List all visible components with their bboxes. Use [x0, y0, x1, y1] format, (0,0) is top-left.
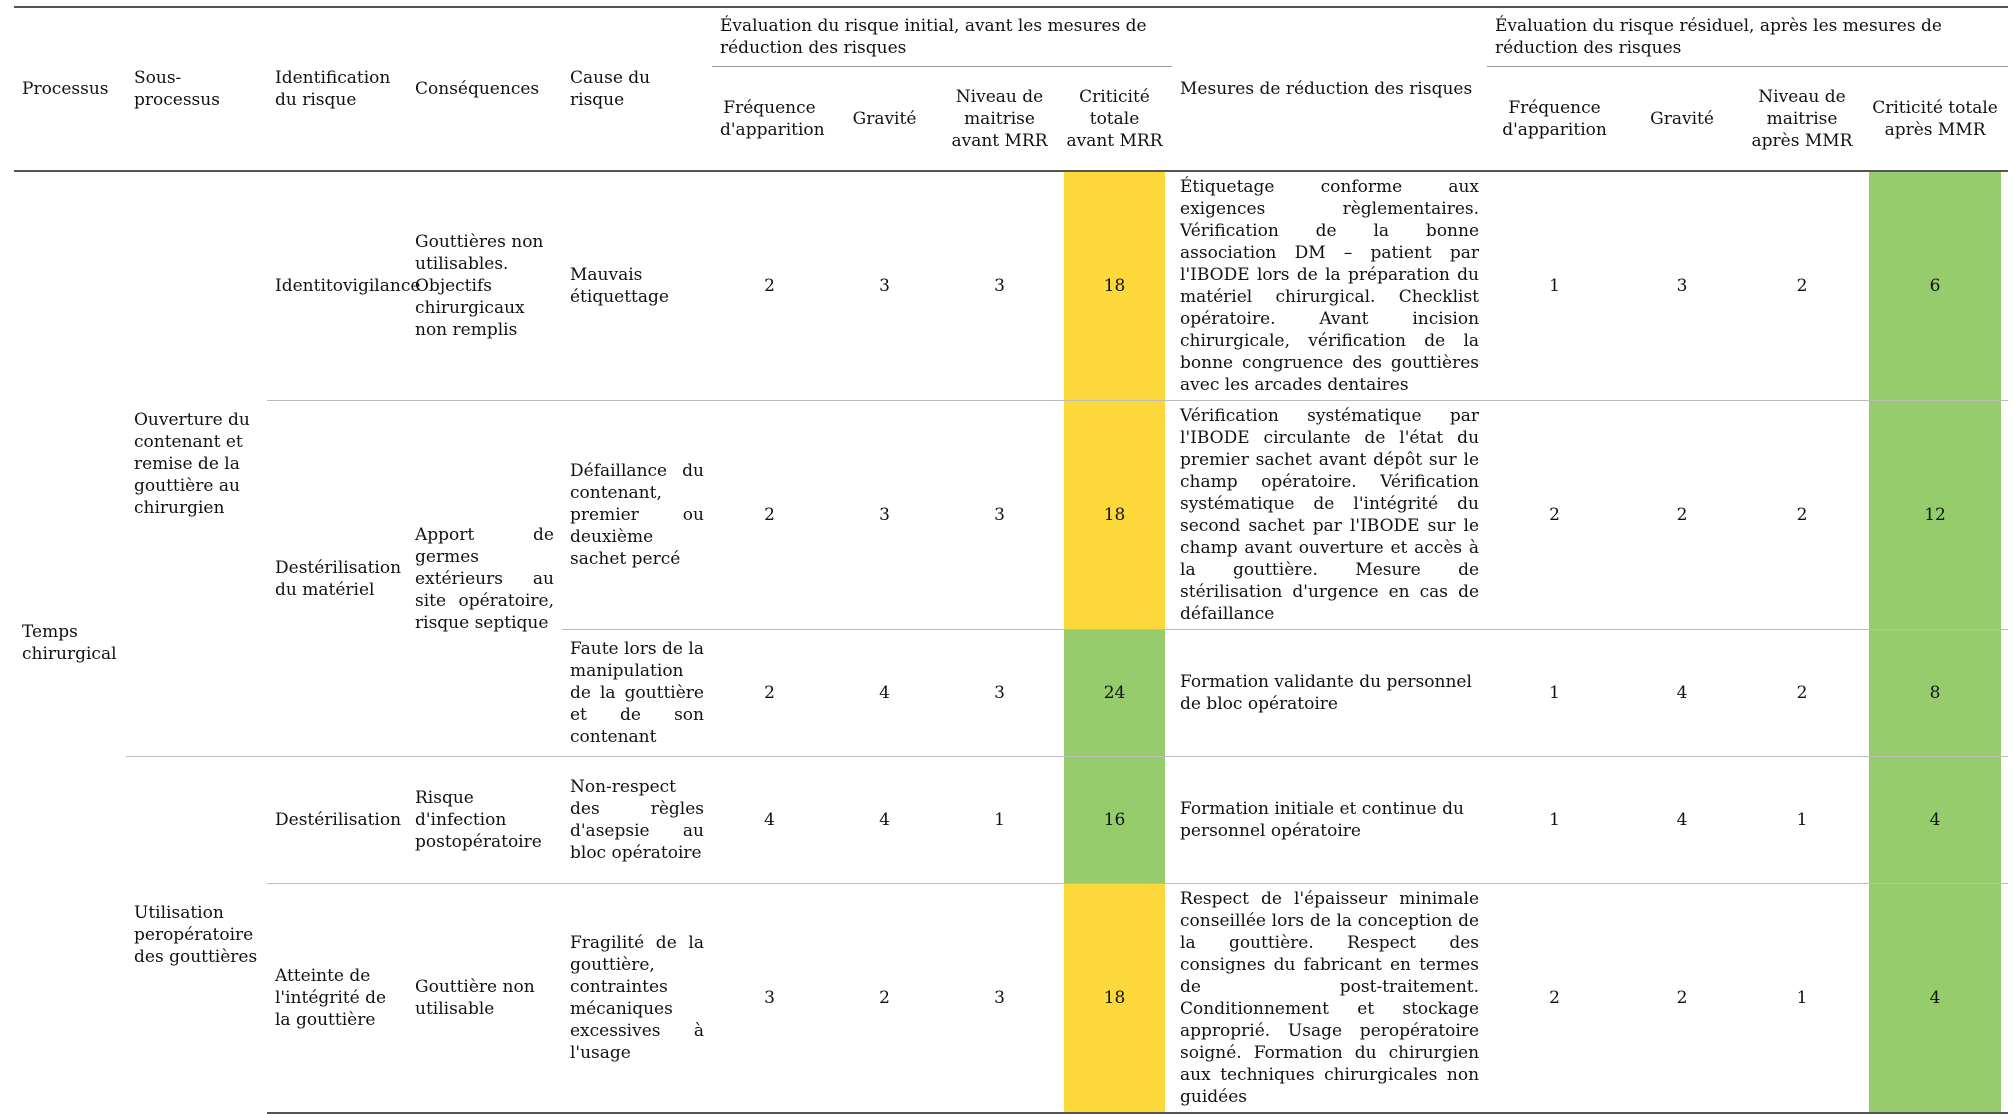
header-group-initial: Évaluation du risque initial, avant les mesures de réduction des risques [712, 7, 1172, 67]
table-row [14, 171, 2008, 401]
criticite-residuel-badge: 12 [1869, 401, 2001, 629]
cell-freq: 2 [712, 401, 827, 630]
table-row [14, 401, 2008, 630]
cell-freq-residuel: 2 [1487, 401, 1622, 630]
header-processus: Processus [14, 7, 126, 171]
cell-niveau: 3 [942, 630, 1057, 757]
header-gravite-residuel: Gravité [1622, 67, 1742, 172]
cell-mesures: Respect de l'épaisseur minimale conseillée lors de la conception de la gouttière. Respect des consignes du fabricant en termes de post-traitement. Conditionnement et stockage approprié. Usage peropératoire soigné. Formation du chirurgien aux techniques chirurgicales non guidées [1172, 884, 1487, 1114]
cell-cause: Mauvais étiquettage [570, 265, 669, 307]
header-mesures: Mesures de réduction des risques [1172, 7, 1487, 171]
cell-gravite-residuel: 4 [1622, 757, 1742, 884]
header-gravite-initial: Gravité [827, 67, 942, 172]
cell-identification: Identitovigilance [275, 276, 421, 296]
criticite-badge: 18 [1064, 401, 1165, 629]
criticite-badge: 16 [1064, 757, 1165, 883]
cell-niveau-residuel: 1 [1742, 757, 1862, 884]
cell-criticite [1057, 884, 1172, 1114]
cell-criticite-residuel [1862, 630, 2008, 757]
cell-freq-residuel: 2 [1487, 884, 1622, 1114]
header-criticite-residuel: Criticité totale après MMR [1862, 67, 2008, 172]
cell-niveau: 3 [942, 884, 1057, 1114]
cell-mesures: Formation initiale et continue du personnel opératoire [1172, 757, 1487, 884]
cell-freq: 2 [712, 630, 827, 757]
cell-consequences: Risque d'infection postopératoire [407, 757, 562, 884]
cell-freq-residuel: 1 [1487, 630, 1622, 757]
header-niveau-initial: Niveau de maitrise avant MRR [942, 67, 1057, 172]
table-body [14, 171, 2008, 1113]
cell-freq: 3 [712, 884, 827, 1114]
cell-gravite-residuel: 2 [1622, 884, 1742, 1114]
header-freq-residuel: Fréquence d'apparition [1487, 67, 1622, 172]
cell-consequences: Gouttières non utilisables. Objectifs chirurgicaux non remplis [415, 232, 544, 340]
cell-cause: Non-respect des règles d'asepsie au bloc opératoire [562, 757, 712, 884]
criticite-badge: 18 [1064, 884, 1165, 1112]
cell-gravite: 4 [827, 757, 942, 884]
header-cause: Cause du risque [562, 7, 712, 171]
cell-gravite-residuel: 4 [1622, 630, 1742, 757]
cell-processus: Temps chirurgical [22, 621, 117, 664]
cell-criticite [1057, 401, 1172, 630]
header-identification: Identification du risque [267, 7, 407, 171]
criticite-residuel-badge: 6 [1869, 172, 2001, 400]
cell-criticite-residuel [1862, 171, 2008, 401]
criticite-residuel-badge: 4 [1869, 757, 2001, 883]
cell-niveau: 3 [942, 401, 1057, 630]
cell-niveau-residuel: 2 [1742, 401, 1862, 630]
header-group-residuel: Évaluation du risque résiduel, après les mesures de réduction des risques [1487, 7, 2008, 67]
criticite-residuel-badge: 4 [1869, 884, 2001, 1112]
cell-niveau-residuel: 2 [1796, 276, 1808, 296]
cell-sous-processus: Ouverture du contenant et remise de la gouttière au chirurgien [134, 410, 250, 518]
cell-freq: 2 [764, 276, 775, 296]
cell-cause: Défaillance du contenant, premier ou deuxième sachet percé [562, 401, 712, 630]
cell-freq-residuel: 1 [1549, 276, 1560, 296]
cell-identification: Atteinte de l'intégrité de la gouttière [267, 884, 407, 1114]
cell-criticite-residuel [1862, 757, 2008, 884]
cell-criticite [1057, 630, 1172, 757]
cell-mesures: Vérification systématique par l'IBODE circulante de l'état du premier sachet avant dépôt sur le champ opératoire. Vérification systématique de l'intégrité du second sachet par l'IBODE sur le champ avant ouverture et accès à la gouttière. Mesure de stérilisation d'urgence en cas de défaillance [1172, 401, 1487, 630]
cell-mesures: Étiquetage conforme aux exigences règlementaires. Vérification de la bonne association DM – patient par l'IBODE lors de la préparation du matériel chirurgical. Checklist opératoire. Avant incision chirurgicale, vérification de la bonne congruence des gouttières avec les arcades dentaires [1180, 177, 1480, 395]
risk-table-container [14, 6, 2008, 1114]
cell-freq: 4 [712, 757, 827, 884]
cell-identification: Destérilisation du matériel [267, 401, 407, 757]
cell-consequences: Gouttière non utilisable [407, 884, 562, 1114]
cell-identification: Destérilisation [267, 757, 407, 884]
table-row [14, 884, 2008, 1114]
header-niveau-residuel: Niveau de maitrise après MMR [1742, 67, 1862, 172]
cell-niveau: 3 [994, 276, 1005, 296]
cell-gravite: 2 [827, 884, 942, 1114]
cell-criticite [1057, 757, 1172, 884]
header-sous-processus: Sous-processus [126, 7, 267, 171]
table-header [14, 7, 2008, 171]
risk-analysis-table [14, 6, 2008, 1114]
cell-criticite [1057, 171, 1172, 401]
cell-gravite-residuel: 3 [1676, 276, 1688, 296]
cell-gravite: 4 [827, 630, 942, 757]
cell-niveau: 1 [942, 757, 1057, 884]
cell-mesures: Formation validante du personnel de bloc opératoire [1172, 630, 1487, 757]
cell-criticite-residuel [1862, 884, 2008, 1114]
cell-niveau-residuel: 2 [1742, 630, 1862, 757]
cell-freq-residuel: 1 [1487, 757, 1622, 884]
header-criticite-initial: Criticité totale avant MRR [1057, 67, 1172, 172]
cell-sous-processus: Utilisation peropératoire des gouttières [126, 757, 267, 1114]
cell-gravite: 3 [827, 401, 942, 630]
cell-criticite-residuel [1862, 401, 2008, 630]
criticite-badge: 24 [1064, 630, 1165, 756]
cell-gravite-residuel: 2 [1622, 401, 1742, 630]
cell-cause: Faute lors de la manipulation de la gouttière et de son contenant [562, 630, 712, 757]
criticite-badge: 18 [1064, 172, 1165, 400]
header-freq-initial: Fréquence d'apparition [712, 67, 827, 172]
table-row [14, 757, 2008, 884]
cell-gravite: 3 [879, 276, 890, 296]
header-consequences: Conséquences [407, 7, 562, 171]
cell-cause: Fragilité de la gouttière, contraintes mécaniques excessives à l'usage [562, 884, 712, 1114]
cell-niveau-residuel: 1 [1742, 884, 1862, 1114]
criticite-residuel-badge: 8 [1869, 630, 2001, 756]
cell-consequences: Apport de germes extérieurs au site opératoire, risque septique [407, 401, 562, 757]
